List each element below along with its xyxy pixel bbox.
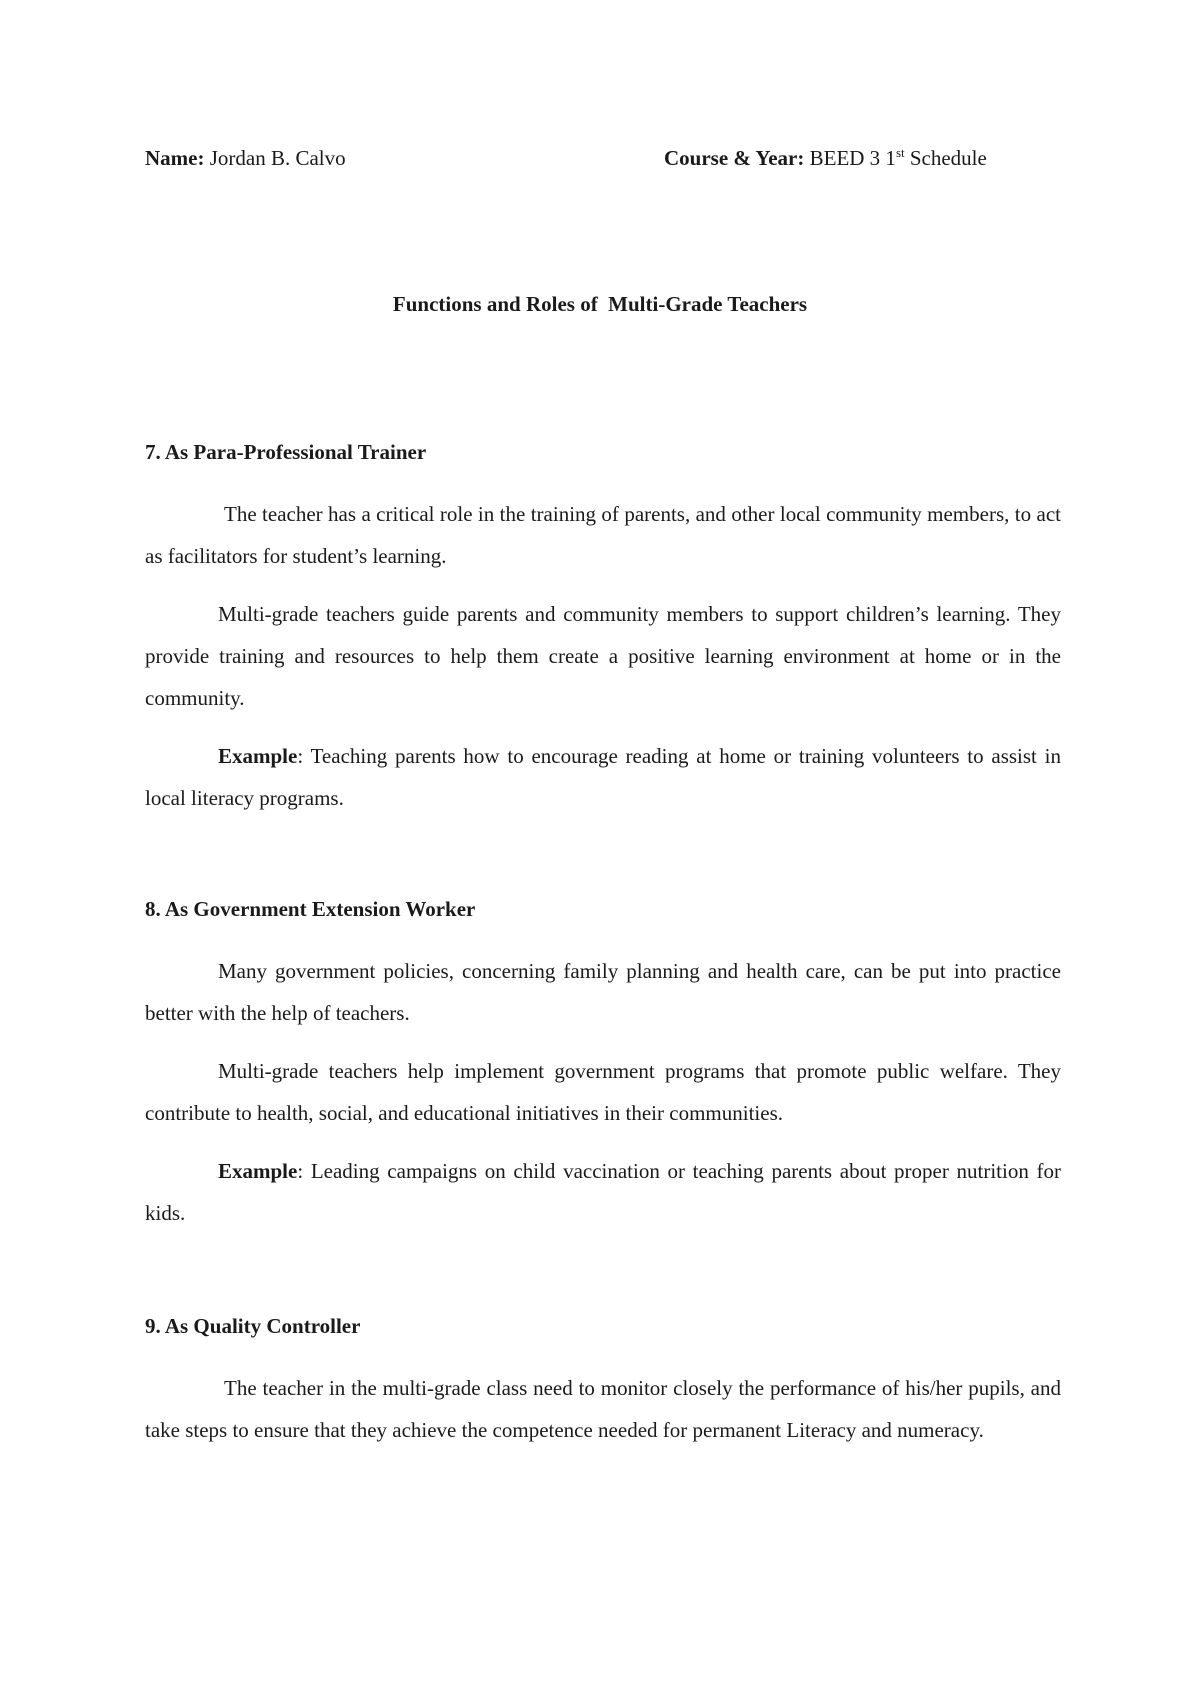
header-row: [145, 146, 1065, 176]
example-label: Example: [218, 744, 298, 768]
example-text: : Leading campaigns on child vaccination or teaching parents about proper nutrition for kids.: [145, 1159, 1061, 1225]
section-paragraph: Many government policies, concerning family planning and health care, can be put into practice better with the help of teachers.: [145, 959, 1061, 1025]
section-heading: 8. As Government Extension Worker: [145, 897, 476, 921]
section-paragraph: The teacher in the multi-grade class need to monitor closely the performance of his/her pupils, and take steps to ensure that they achieve the competence needed for permanent Literacy and numeracy.: [145, 1376, 1061, 1442]
course-value-prefix: BEED 3 1: [809, 146, 896, 170]
section-heading: 7. As Para-Professional Trainer: [145, 440, 427, 464]
course-label: Course & Year:: [664, 146, 805, 170]
section-quality-controller: [145, 1311, 1061, 1451]
example-text: : Teaching parents how to encourage reading at home or training volunteers to assist in local literacy programs.: [145, 744, 1061, 810]
course-value-sup: st: [895, 145, 905, 160]
section-paragraph: Multi-grade teachers help implement government programs that promote public welfare. They contribute to health, social, and educational initiatives in their communities.: [145, 1059, 1061, 1125]
example-paragraph: [145, 735, 1061, 819]
document-title: Functions and Roles of Multi-Grade Teachers: [392, 292, 808, 316]
section-heading: 9. As Quality Controller: [145, 1314, 361, 1338]
name-value: Jordan B. Calvo: [209, 146, 346, 170]
section-paragraph: The teacher has a critical role in the training of parents, and other local community members, to act as facilitators for student’s learning.: [145, 502, 1061, 568]
example-paragraph: [145, 1150, 1061, 1234]
section-government-extension-worker: [145, 894, 1061, 1234]
section-para-professional-trainer: [145, 437, 1061, 819]
example-label: Example: [218, 1159, 298, 1183]
name-field: [145, 146, 346, 171]
name-label: Name:: [145, 146, 205, 170]
course-value-suffix: Schedule: [904, 146, 987, 170]
course-year-field: [664, 146, 987, 171]
section-paragraph: Multi-grade teachers guide parents and community members to support children’s learning. They provide training and resources to help them create a positive learning environment at home or in the community.: [145, 602, 1061, 710]
